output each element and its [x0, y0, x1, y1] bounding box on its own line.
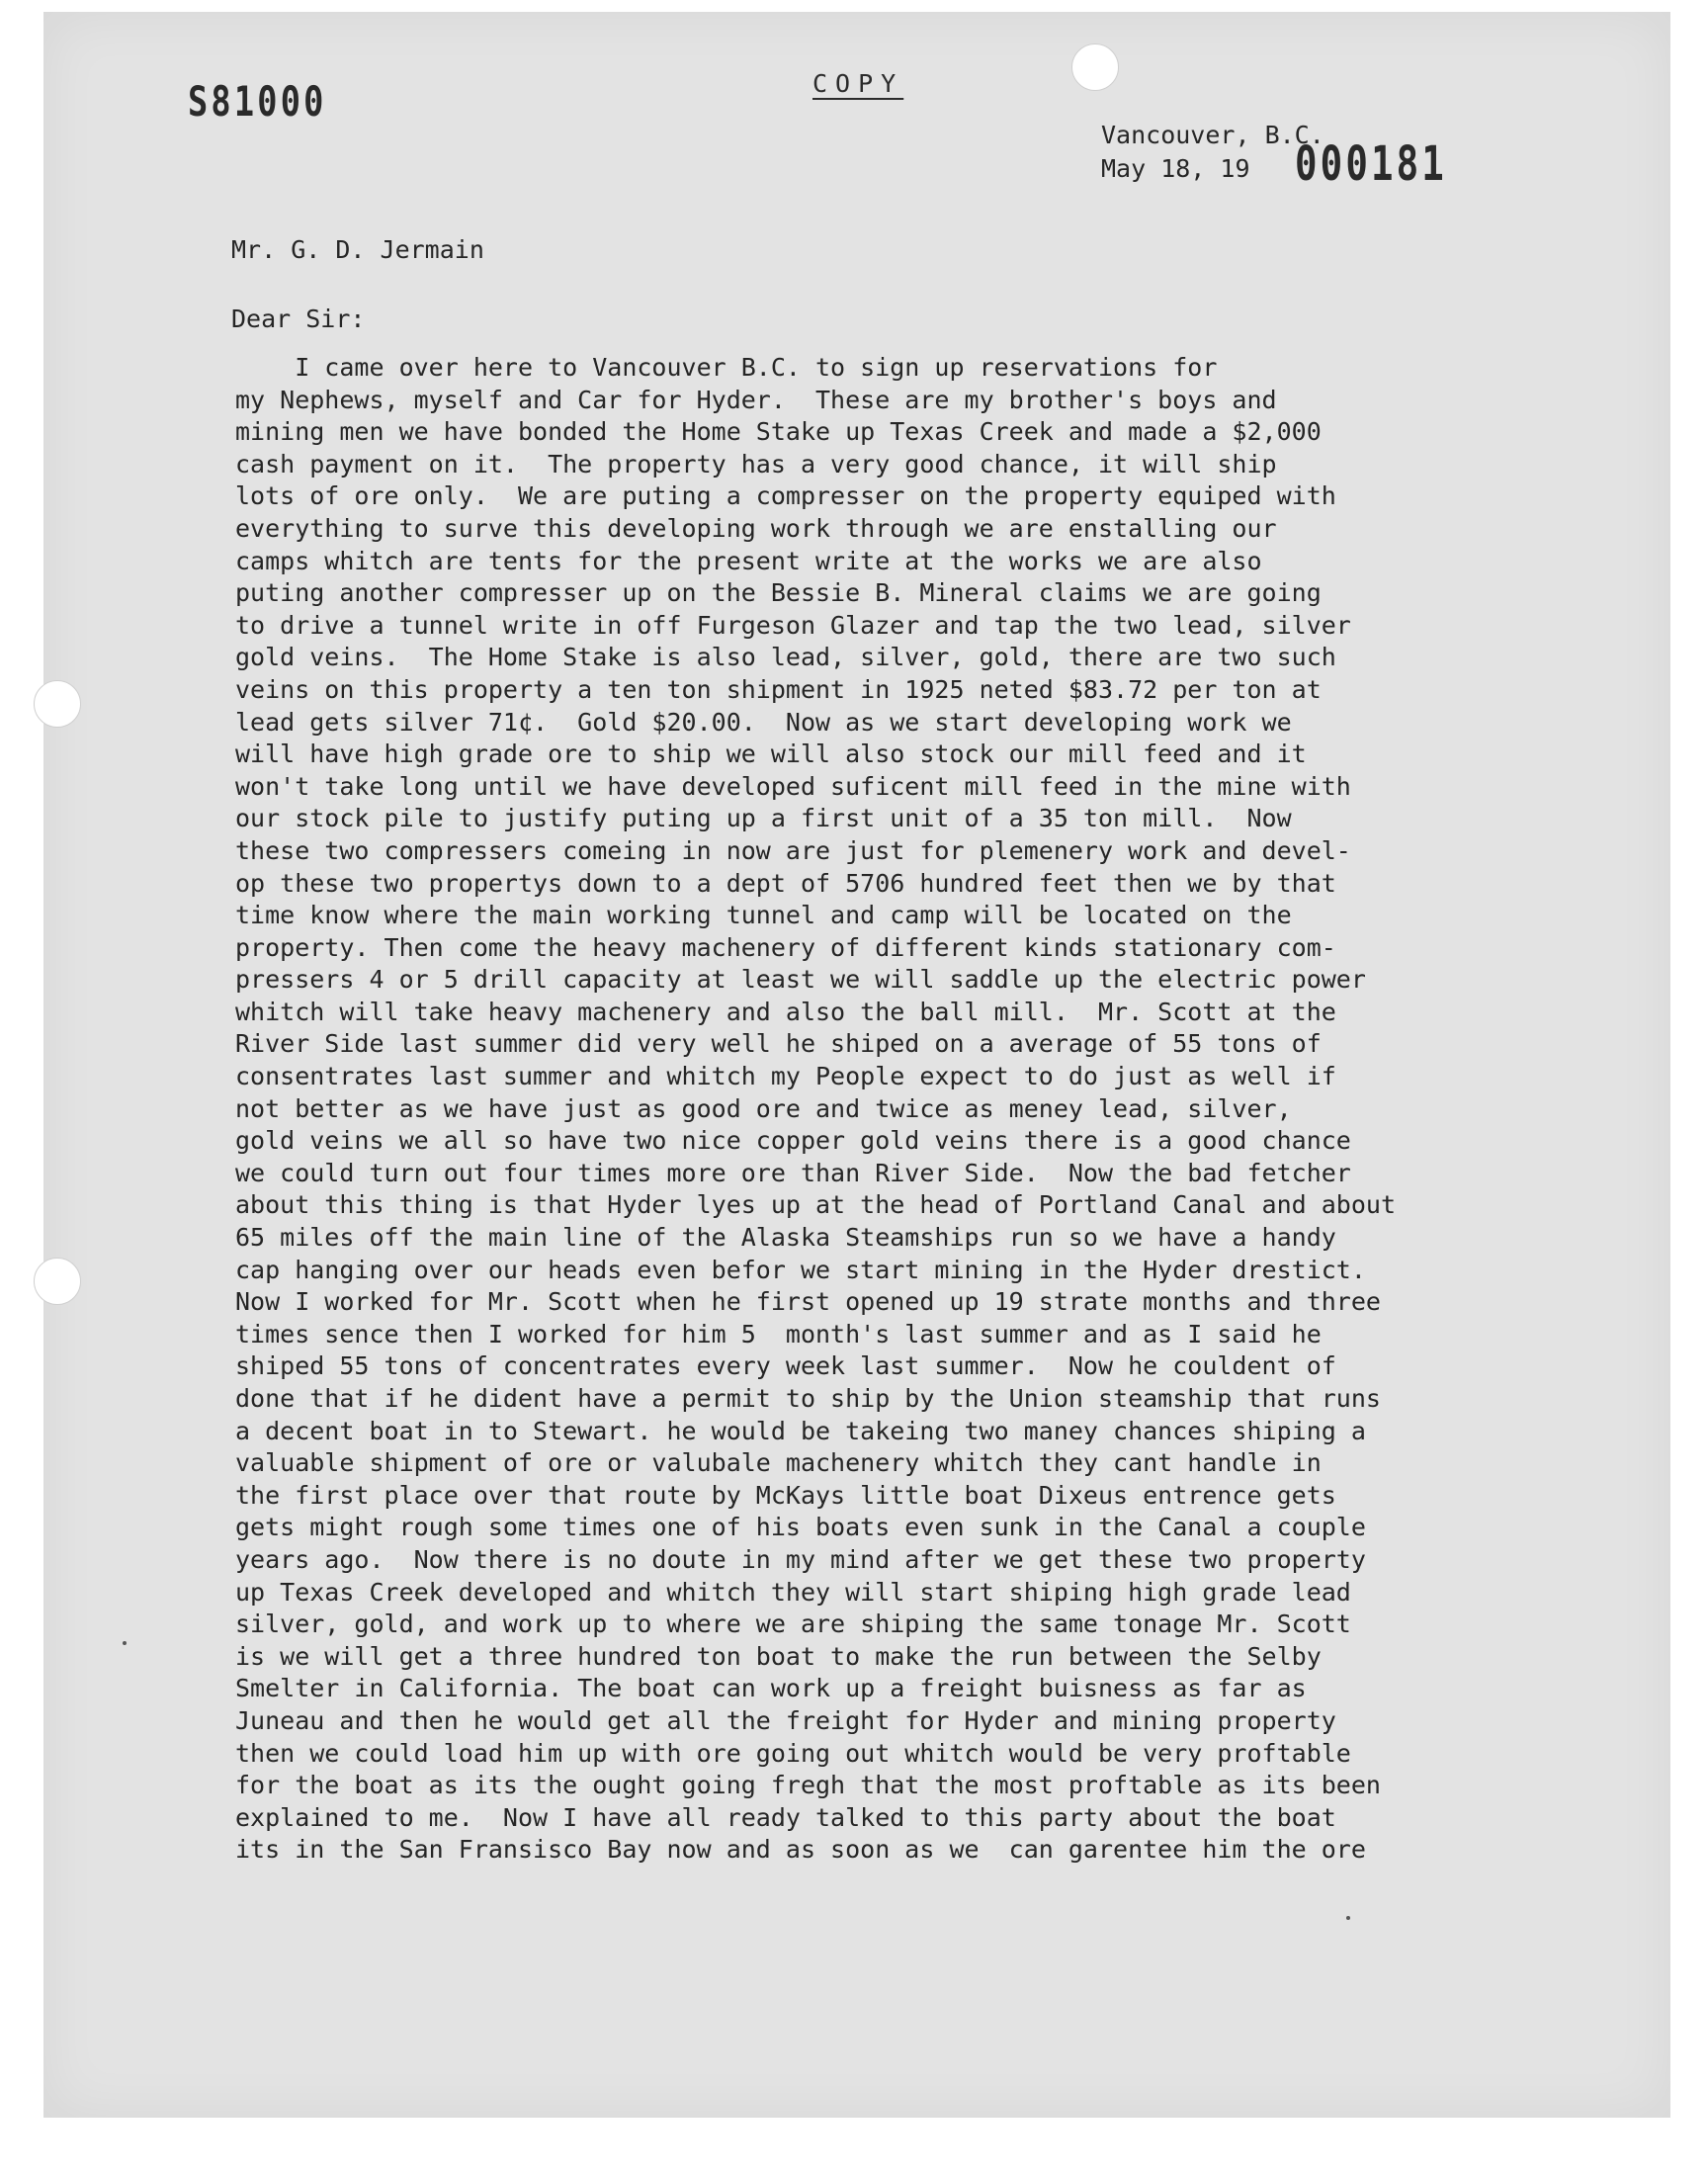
body-line: we could turn out four times more ore than River Side. Now the bad fetcher: [235, 1158, 1351, 1187]
body-line: mining men we have bonded the Home Stake up Texas Creek and made a $2,000: [235, 417, 1322, 447]
body-line: pressers 4 or 5 drill capacity at least we will saddle up the electric power: [235, 965, 1366, 995]
salutation: Dear Sir:: [231, 304, 366, 333]
body-line: will have high grade ore to ship we will also stock our mill feed and it: [235, 740, 1307, 769]
body-line: gets might rough some times one of his boats even sunk in the Canal a couple: [235, 1513, 1366, 1542]
body-line: these two compressers comeing in now are just for plemenery work and devel-: [235, 835, 1351, 865]
speck-mark: [123, 1641, 127, 1645]
body-line: years ago. Now there is no doute in my mind after we get these two property: [235, 1544, 1366, 1574]
body-line: cash payment on it. The property has a very good chance, it will ship: [235, 449, 1277, 478]
body-line: then we could load him up with ore going out whitch would be very proftable: [235, 1738, 1351, 1768]
body-line: Juneau and then he would get all the freight for Hyder and mining property: [235, 1705, 1336, 1735]
body-line: consentrates last summer and whitch my People expect to do just as well if: [235, 1062, 1336, 1091]
body-line: my Nephews, myself and Car for Hyder. These are my brother's boys and: [235, 385, 1277, 414]
letter-location: Vancouver, B.C.: [1101, 121, 1324, 149]
speck-mark: [1346, 1916, 1350, 1920]
body-line: shiped 55 tons of concentrates every week last summer. Now he couldent of: [235, 1351, 1336, 1381]
body-line: a decent boat in to Stewart. he would be takeing two maney chances shiping a: [235, 1416, 1366, 1445]
body-line: the first place over that route by McKays little boat Dixeus entrence gets: [235, 1480, 1336, 1510]
body-line: Now I worked for Mr. Scott when he first opened up 19 strate months and three: [235, 1287, 1381, 1317]
body-line: up Texas Creek developed and whitch they will start shiping high grade lead: [235, 1577, 1351, 1607]
letter-date: May 18, 19: [1101, 154, 1250, 183]
body-line: silver, gold, and work up to where we are shiping the same tonage Mr. Scott: [235, 1610, 1351, 1639]
letter-body: [235, 352, 1589, 1867]
body-line: about this thing is that Hyder lyes up at the head of Portland Canal and about: [235, 1190, 1396, 1220]
addressee: Mr. G. D. Jermain: [231, 235, 484, 264]
body-line: veins on this property a ten ton shipment in 1925 neted $83.72 per ton at: [235, 674, 1322, 704]
document-stamp-number-left: S81000: [188, 77, 327, 126]
body-line: not better as we have just as good ore and twice as meney lead, silver,: [235, 1093, 1292, 1123]
body-line: cap hanging over our heads even befor we start mining in the Hyder drestict.: [235, 1255, 1366, 1284]
body-line: won't take long until we have developed suficent mill feed in the mine with: [235, 771, 1351, 801]
body-line: our stock pile to justify puting up a first unit of a 35 ton mill. Now: [235, 804, 1292, 833]
body-line: I came over here to Vancouver B.C. to sign up reservations for: [235, 353, 1218, 382]
punch-hole-top: [1071, 44, 1119, 91]
body-line: done that if he dident have a permit to ship by the Union steamship that runs: [235, 1384, 1381, 1413]
body-line: everything to surve this developing work through we are enstalling our: [235, 513, 1277, 543]
copy-label: COPY: [812, 69, 904, 98]
body-line: time know where the main working tunnel and camp will be located on the: [235, 901, 1292, 930]
body-line: property. Then come the heavy machenery of different kinds stationary com-: [235, 932, 1336, 962]
body-line: lead gets silver 71¢. Gold $20.00. Now as we start developing work we: [235, 707, 1292, 737]
body-line: 65 miles off the main line of the Alaska Steamships run so we have a handy: [235, 1223, 1336, 1253]
document-stamp-number-right: 000181: [1295, 136, 1447, 192]
body-line: valuable shipment of ore or valubale machenery whitch they cant handle in: [235, 1448, 1322, 1478]
body-line: times sence then I worked for him 5 month's last summer and as I said he: [235, 1319, 1322, 1348]
body-line: camps whitch are tents for the present write at the works we are also: [235, 546, 1262, 575]
body-line: op these two propertys down to a dept of 5706 hundred feet then we by that: [235, 868, 1336, 898]
body-line: for the boat as its the ought going fregh that the most proftable as its been: [235, 1771, 1381, 1800]
punch-hole-bottom: [34, 1258, 81, 1305]
punch-hole-middle: [34, 680, 81, 728]
body-line: puting another compresser up on the Bessie B. Mineral claims we are going: [235, 578, 1322, 608]
body-line: lots of ore only. We are puting a compresser on the property equiped with: [235, 481, 1336, 511]
body-line: whitch will take heavy machenery and also the ball mill. Mr. Scott at the: [235, 997, 1336, 1026]
body-line: to drive a tunnel write in off Furgeson Glazer and tap the two lead, silver: [235, 610, 1351, 640]
body-line: is we will get a three hundred ton boat to make the run between the Selby: [235, 1641, 1322, 1671]
body-line: gold veins. The Home Stake is also lead, silver, gold, there are two such: [235, 643, 1336, 672]
body-line: its in the San Fransisco Bay now and as soon as we can garentee him the ore: [235, 1835, 1366, 1865]
body-line: explained to me. Now I have all ready talked to this party about the boat: [235, 1802, 1336, 1832]
body-line: gold veins we all so have two nice copper gold veins there is a good chance: [235, 1126, 1351, 1156]
body-line: River Side last summer did very well he shiped on a average of 55 tons of: [235, 1029, 1322, 1059]
body-line: Smelter in California. The boat can work up a freight buisness as far as: [235, 1674, 1307, 1703]
